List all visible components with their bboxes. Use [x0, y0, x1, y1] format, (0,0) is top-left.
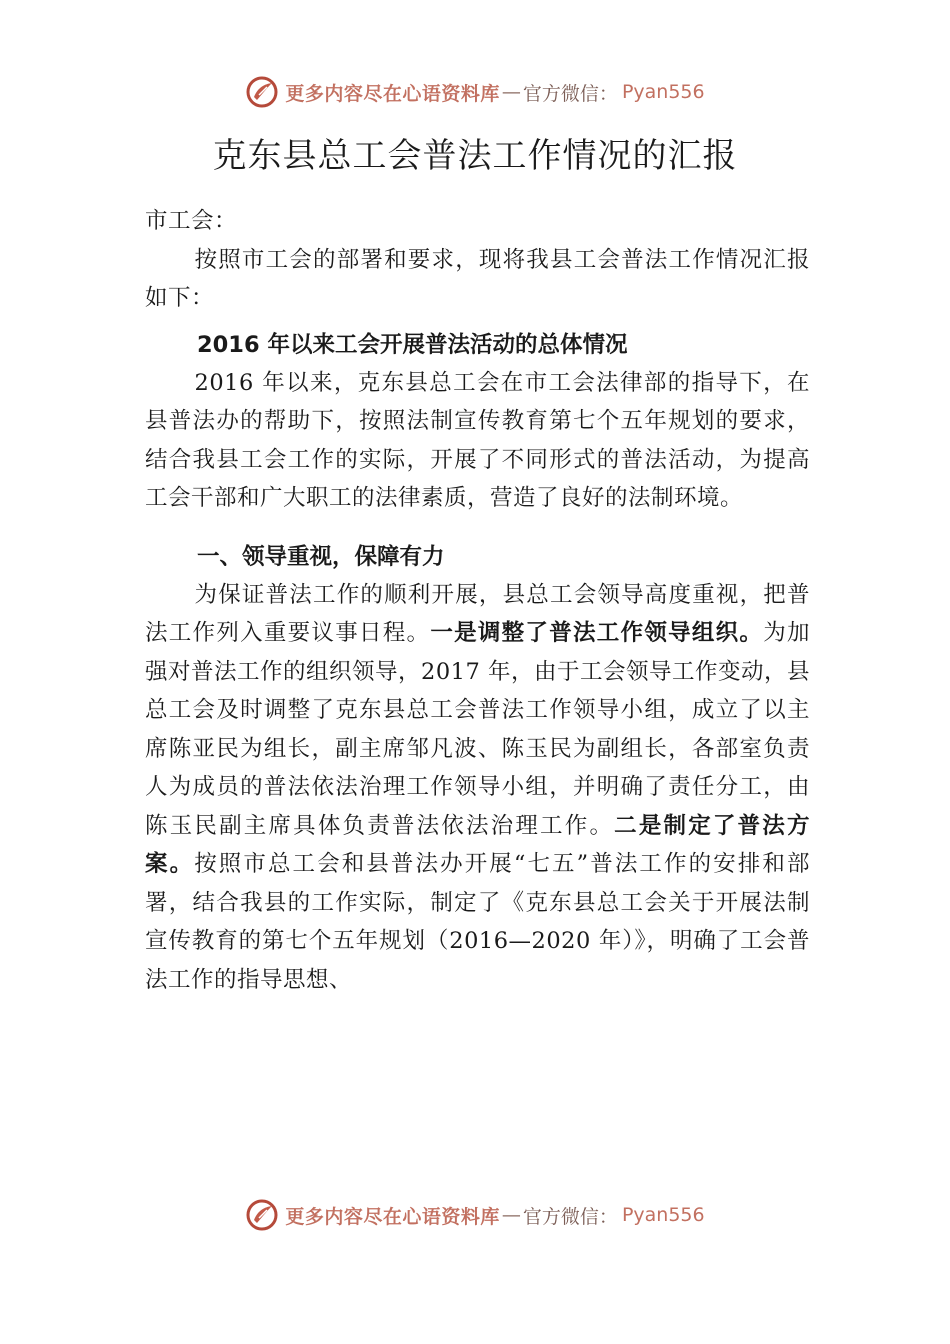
paragraph-1 — [145, 576, 810, 1000]
banner-label: 官方微信： — [522, 1205, 618, 1228]
paragraph-1-tail: 按照市总工会和县普法办开展“七五”普法工作的安排和部署，结合我县的工作实际，制定了《克东县总工会关于开展法制宣传教育的第七个五年规划（2016—2020 年）》，明确了工会普法工作的指导思想、 — [145, 851, 810, 993]
banner-text: 更多内容尽在心语资料库 — [285, 1205, 500, 1228]
logo-icon — [245, 75, 279, 109]
salutation: 市工会： — [145, 208, 238, 234]
logo-icon — [245, 1198, 279, 1232]
overview-paragraph: 2016 年以来，克东县总工会在市工会法律部的指导下，在县普法办的帮助下，按照法制宣传教育第七个五年规划的要求，结合我县工会工作的实际，开展了不同形式的普法活动，为提高工会干部和广大职工的法律素质，营造了良好的法制环境。 — [145, 369, 810, 511]
banner-wechat-id: Pyan556 — [621, 81, 705, 103]
paragraph-1-mid: 为加强对普法工作的组织领导，2017 年，由于工会领导工作变动，县总工会及时调整了克东县总工会普法工作领导小组，成立了以主席陈亚民为组长，副主席邹凡波、陈玉民为副组长，各部室负责人为成员的普法依法治理工作领导小组，并明确了责任分工，由陈玉民副主席具体负责普法依法治理工作。 — [145, 620, 810, 839]
section-heading: 2016 年以来工会开展普法活动的总体情况 — [197, 331, 628, 358]
banner-separator: — — [501, 1204, 521, 1226]
banner-separator: — — [501, 81, 521, 103]
paragraph-1-bold-2: 二是制定了普法方案。 — [145, 812, 810, 877]
paragraph-1-bold-1: 一是调整了普法工作领导组织。 — [430, 620, 764, 646]
document-title: 克东县总工会普法工作情况的汇报 — [212, 136, 738, 176]
banner-label: 官方微信： — [522, 82, 618, 105]
document-body — [145, 190, 810, 999]
heading-1: 一、领导重视，保障有力 — [197, 543, 445, 570]
intro-paragraph: 按照市工会的部署和要求，现将我县工会普法工作情况汇报如下： — [145, 246, 810, 311]
header-banner — [0, 72, 950, 112]
banner-wechat-id: Pyan556 — [621, 1204, 705, 1226]
banner-text: 更多内容尽在心语资料库 — [285, 82, 500, 105]
footer-banner — [0, 1195, 950, 1235]
paragraph-1-lead: 为保证普法工作的顺利开展，县总工会领导高度重视，把普法工作列入重要议事日程。 — [145, 581, 810, 646]
